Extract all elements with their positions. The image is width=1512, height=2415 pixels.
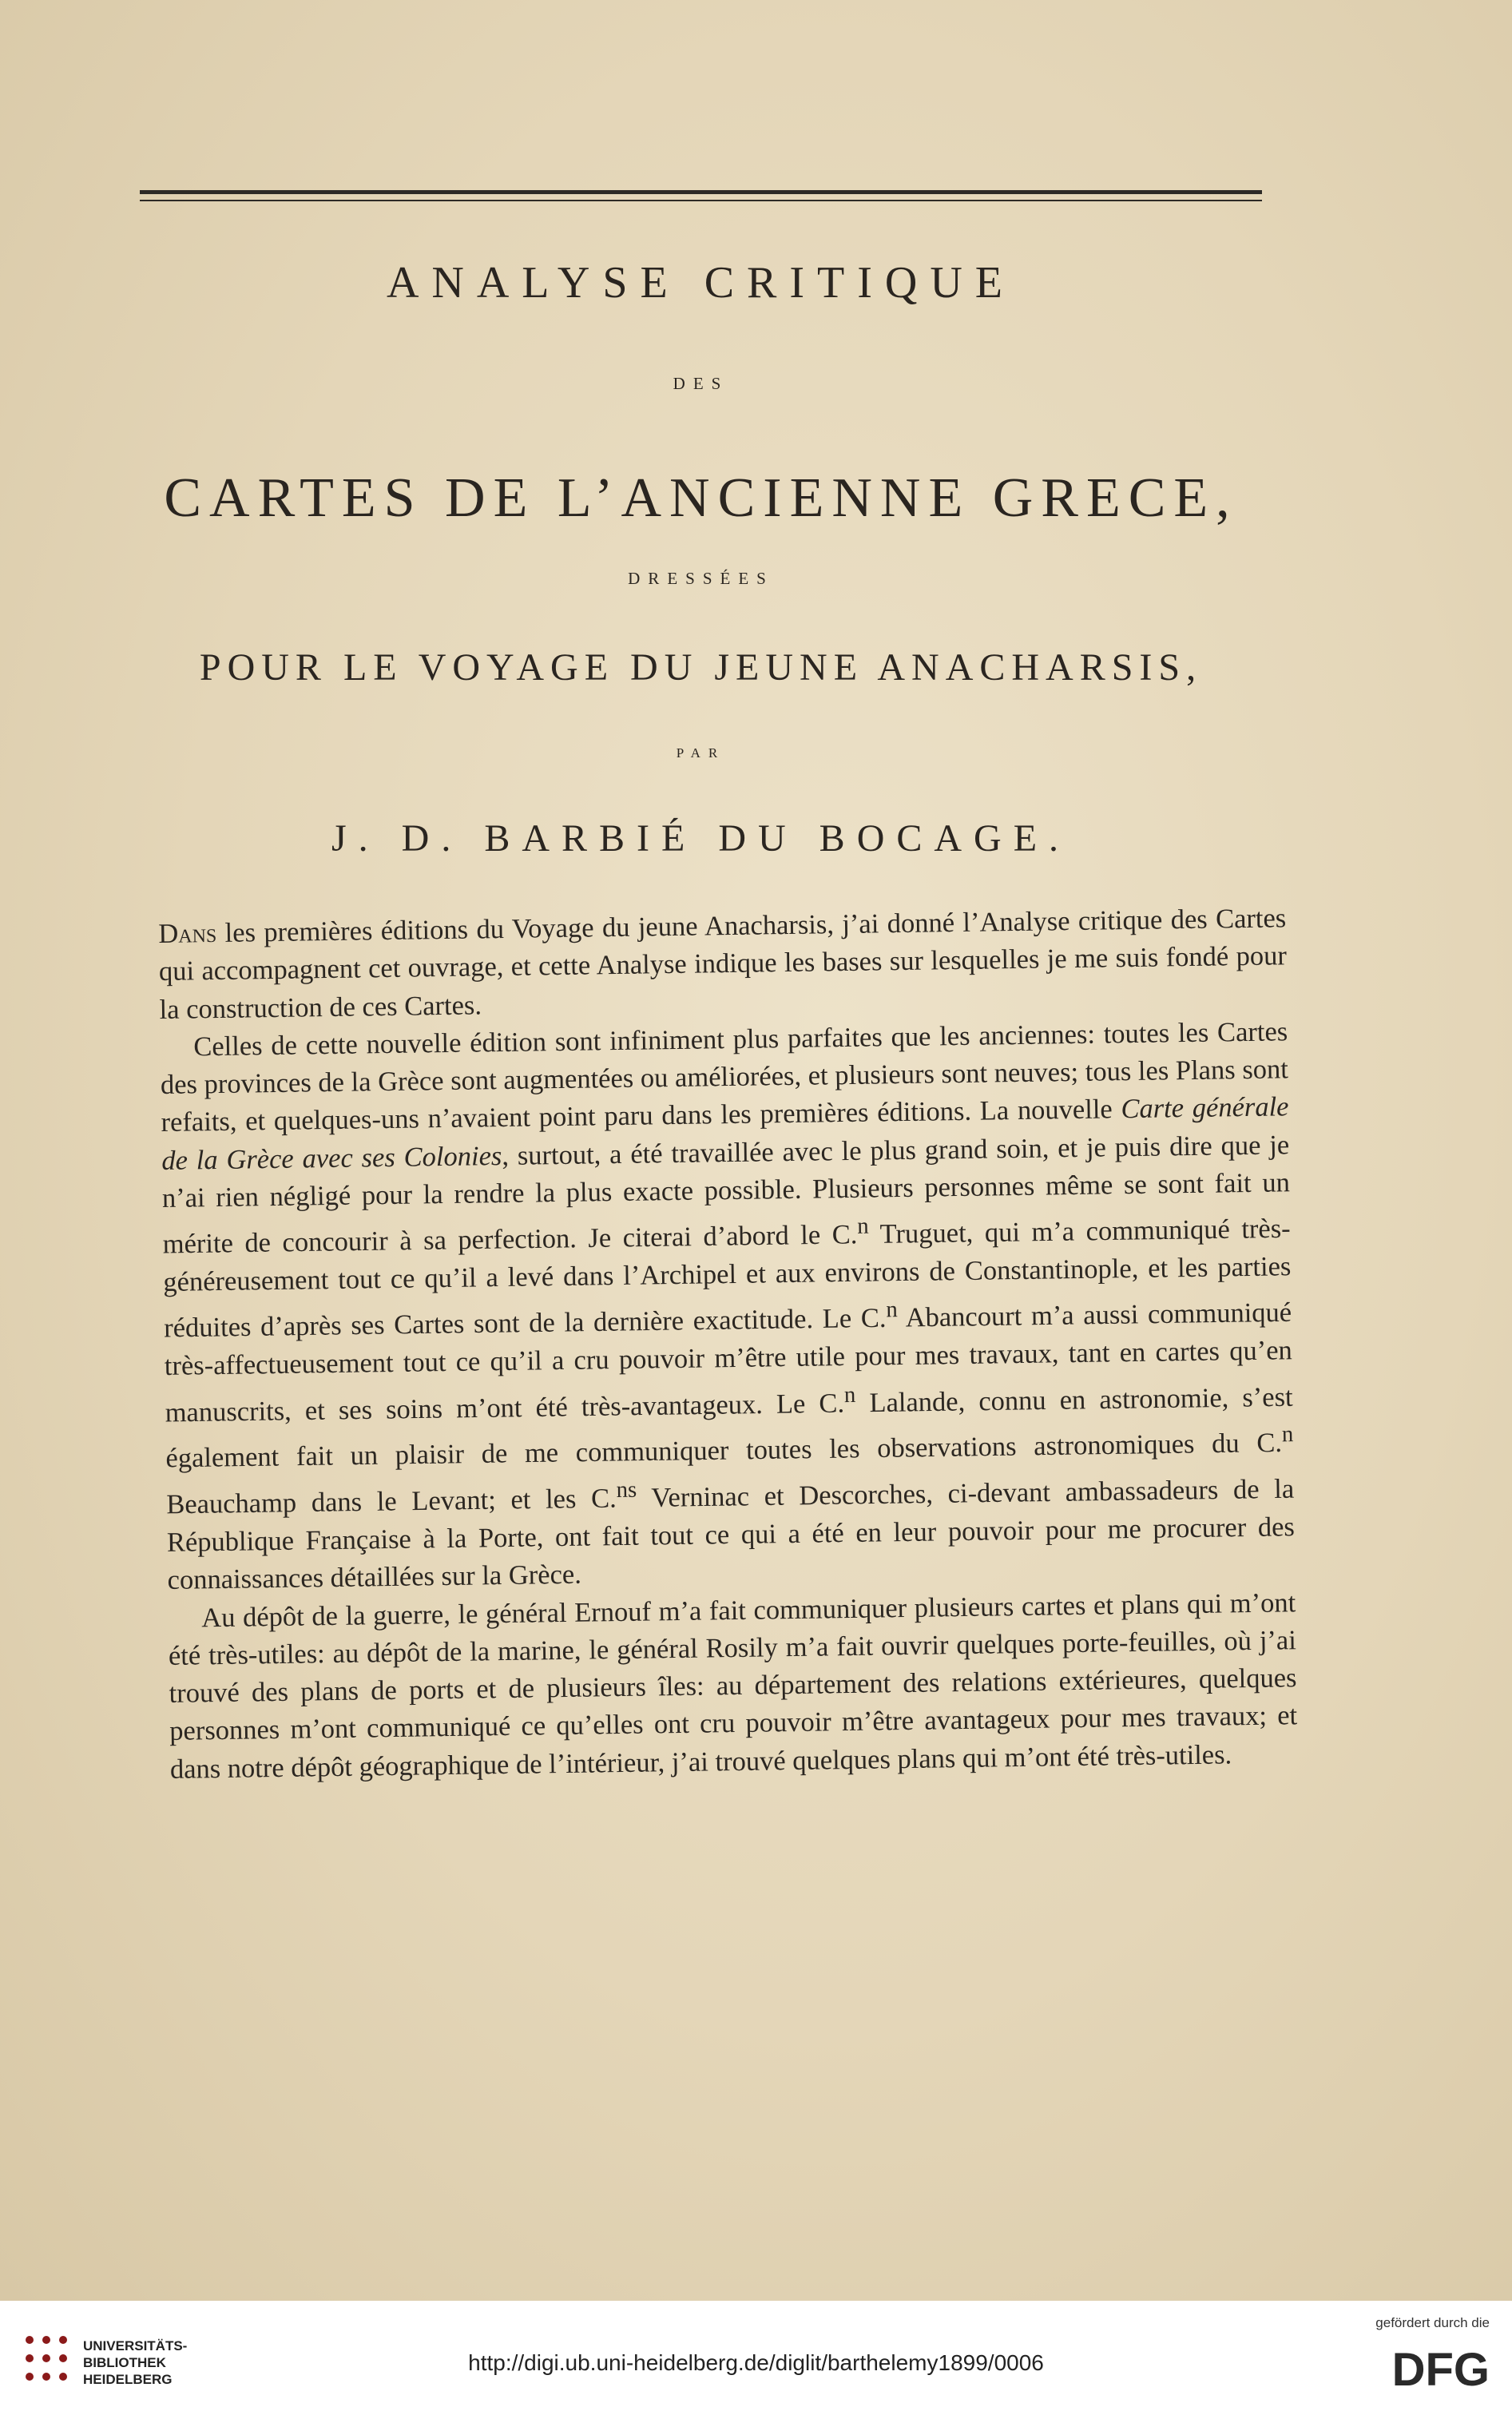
paragraph-2-part-d: Abancourt m’a aussi communiqué très-affectueusement tout ce qu’il a cru pouvoir m’être utile pour mes travaux, tant en cartes qu’en manuscrits, et ses soins m’ont été très-avantageux. Le C. bbox=[164, 1297, 1293, 1428]
funding-note: gefördert durch die bbox=[1375, 2315, 1490, 2330]
dfg-logo-icon bbox=[1322, 2345, 1490, 2390]
author-line: J. D. BARBIÉ DU BOCAGE. bbox=[331, 817, 1071, 860]
paragraph-2-part-g: Verninac et Descorches, ci-devant ambassadeurs de la République Française à la Porte, ont fait tout ce qui a été en leur pouvoir pour me procurer des connaissances détaillées sur la Grèce. bbox=[166, 1473, 1296, 1596]
title-connector-des: DES bbox=[673, 374, 729, 393]
paragraph-2-part-a: Celles de cette nouvelle édition sont infiniment plus parfaites que les anciennes: toutes les Cartes des provinces de la Grèce sont augmentées ou améliorées, et plusieurs sont neuves; tous les Plans sont refaits, et quelques-uns n’avaient point paru dans les premières éditions. La nouvelle bbox=[160, 1016, 1289, 1138]
paragraph-1 bbox=[158, 900, 1288, 1029]
title-line-1: ANALYSE CRITIQUE bbox=[386, 258, 1015, 308]
paragraph-2 bbox=[160, 1013, 1296, 1599]
dfg-logo-text: DFG bbox=[1391, 2345, 1490, 2390]
paragraph-2-part-f: Beauchamp dans le Levant; et les C. bbox=[166, 1483, 617, 1520]
paragraph-2-part-e: Lalande, connu en astronomie, s’est également fait un plaisir de me communiquer toutes les observations astronomiques du C. bbox=[165, 1381, 1293, 1474]
title-connector-par: PAR bbox=[676, 745, 726, 761]
superscript: n bbox=[843, 1381, 856, 1408]
title-connector-dressees: DRESSÉES bbox=[628, 569, 774, 588]
superscript: n bbox=[856, 1213, 869, 1240]
permalink-url[interactable]: http://digi.ub.uni-heidelberg.de/diglit/barthelemy1899/0006 bbox=[468, 2350, 1044, 2375]
paragraph-2-part-c: Truguet, qui m’a communiqué très-généreusement tout ce qu’il a levé dans l’Archipel et aux environs de Constantinople, et les parties réduites d’après ses Cartes sont de la dernière exactitude. Le C. bbox=[163, 1213, 1292, 1344]
top-rule-thick bbox=[140, 190, 1262, 194]
university-library-name: UNIVERSITÄTS- BIBLIOTHEK HEIDELBERG bbox=[83, 2338, 188, 2387]
paragraph-1-text: les premières éditions du Voyage du jeune Anacharsis, j’ai donné l’Analyse critique des Cartes qui accompagnent cet ouvrage, et cette Analyse indique les bases sur lesquelles je me suis fondé pour la construction de ces Cartes. bbox=[158, 903, 1288, 1025]
dropcap-word: Dans bbox=[158, 917, 217, 949]
viewer-footer bbox=[0, 2301, 1512, 2415]
body-text bbox=[158, 900, 1298, 1789]
superscript: n bbox=[886, 1297, 898, 1323]
top-rule-thin bbox=[140, 200, 1262, 201]
paragraph-3: Au dépôt de la guerre, le général Ernouf m’a fait communiquer plusieurs cartes et plans qui m’ont été très-utiles: au dépôt de la marine, le général Rosily m’a fait ouvrir quelques porte-feuilles, où j’ai trouvé des plans de ports et de plusieurs îles: au département des relations extérieures, quelques personnes m’ont communiqué ce qu’elles ont cru pouvoir m’être avantageux pour mes travaux; et dans notre dépôt géographique de l’intérieur, j’ai trouvé quelques plans qui m’ont été très-utiles. bbox=[168, 1587, 1298, 1785]
superscript: n bbox=[1281, 1421, 1294, 1448]
paragraph-2-part-b: , surtout, a été travaillée avec le plus grand soin, et je puis dire que je n’ai rien négligé pour la rendre la plus exacte possible. Plusieurs personnes même se sont fait un mérite de concourir à sa perfection. Je citerai d’abord le C. bbox=[161, 1130, 1291, 1260]
title-line-2: CARTES DE L’ANCIENNE GRECE, bbox=[164, 467, 1238, 529]
superscript: ns bbox=[616, 1476, 637, 1503]
italic-map-title: Carte générale de la Grèce avec ses Colonies bbox=[161, 1091, 1289, 1176]
title-line-3: POUR LE VOYAGE DU JEUNE ANACHARSIS, bbox=[199, 646, 1203, 689]
